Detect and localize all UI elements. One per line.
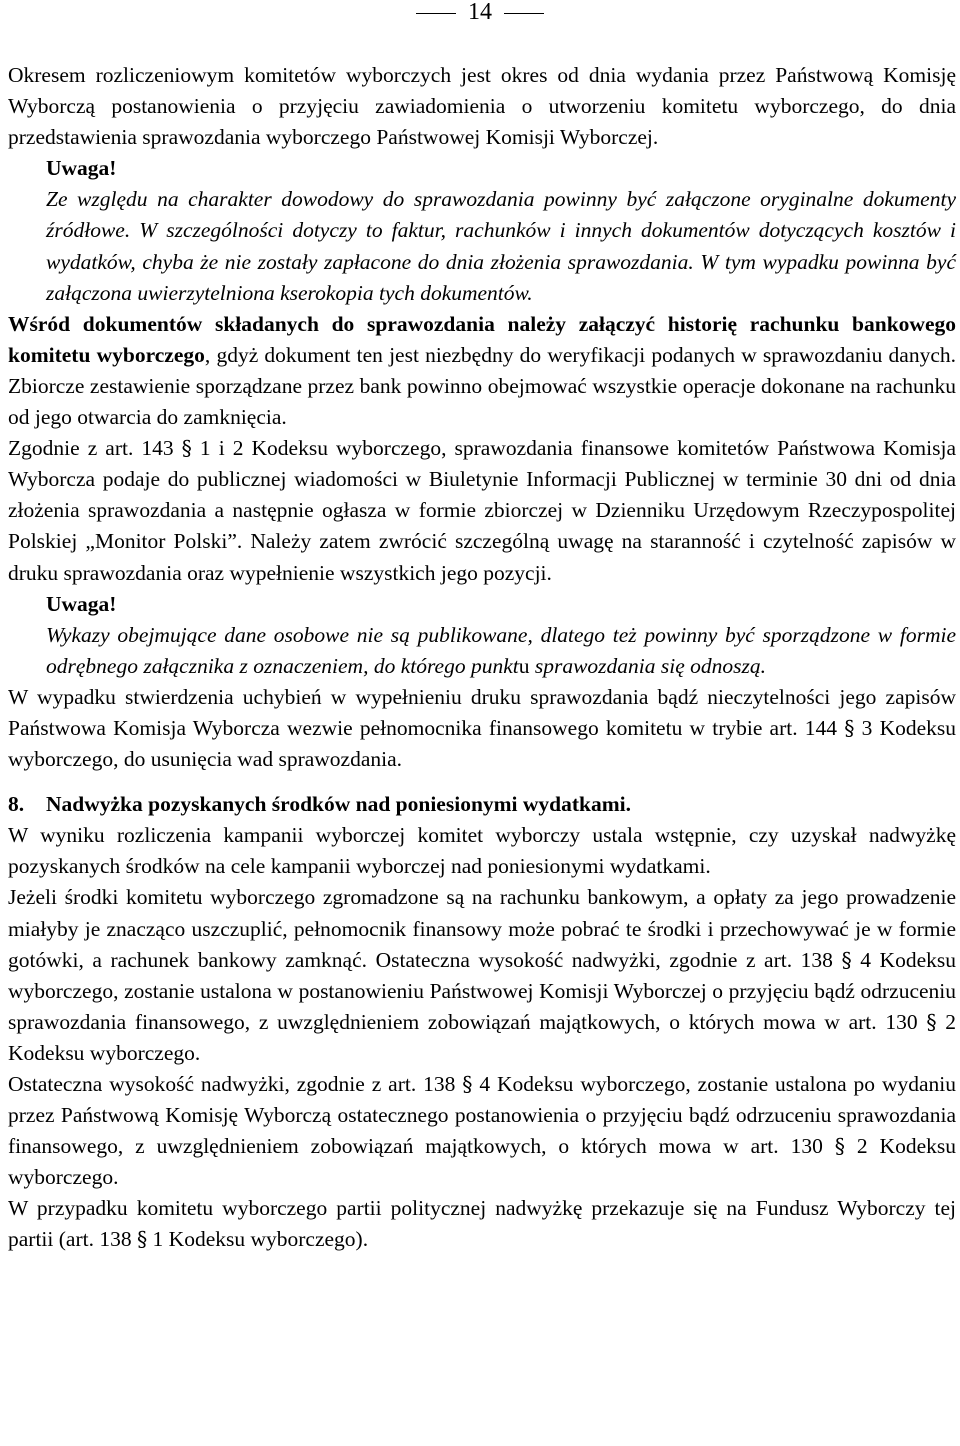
text-run: 4 Kodeksu wyborczego, zostanie ustalona po wydaniu przez Państwową Komisję Wyborczą ostatecznego postanowienia o przyjęciu bądź odrzuceniu sprawozdania finansowego, z uwzględnieniem zobowiązań majątkowych, o których mowa w art. 130 <box>8 1072 956 1159</box>
section-sign: § <box>136 1227 148 1252</box>
section-sign: § <box>844 715 855 740</box>
paragraph-cash-storage <box>8 882 956 1069</box>
section-sign: § <box>462 1072 473 1096</box>
paragraph-final-surplus <box>8 1069 956 1193</box>
page-number <box>0 0 960 24</box>
text-run: 4 Kodeksu wyborczego, zostanie ustalona w postanowieniu Państwowej Komisji Wyborczej o przyjęciu bądź odrzuceniu sprawozdania finansowego, z uwzględnieniem zobowiązań majątkowych, o których mowa w art. 130 <box>8 947 956 1034</box>
page-number-dash-right <box>504 13 544 14</box>
note-heading-2 <box>8 589 956 620</box>
text-run: sprawozdania się odnoszą. <box>529 653 767 678</box>
text-run: Wykazy obejmujące dane osobowe nie są publikowane, dlatego też powinny być sporządzone w formie odrębnego załącznika z oznaczeniem, do którego punkt <box>46 622 956 678</box>
section-heading-8 <box>8 789 956 820</box>
note-original-documents <box>8 184 956 308</box>
text-run: W wypadku stwierdzenia uchybień w wypełnieniu druku sprawozdania bądź nieczytelności jego zapisów Państwowa Komisja Wyborcza wezwie pełnomocnika finansowego komitetu w trybie art. 144 <box>8 684 956 740</box>
bank-history-bold: Wśród dokumentów składanych do sprawozdania należy załączyć historię rachunku bankowego komitetu wyborczego <box>8 311 956 367</box>
text-run: Jeżeli środki komitetu wyborczego zgromadzone są na rachunku bankowym, a opłaty za jego prowadzenie miałyby je znacząco uszczuplić, pełnomocnik finansowy może pobrać te środki i przechowywać je w formie gotówki, a rachunek bankowy zamknąć. Ostateczna wysokość nadwyżki, zgodnie z art. 138 <box>8 885 956 972</box>
note-label-2: Uwaga! <box>46 591 117 616</box>
section-sign: § <box>834 1134 845 1159</box>
paragraph-bank-history <box>8 309 956 433</box>
note-text-a: Ze względu na charakter dowodowy do sprawozdania powinny być załączone oryginalne dokumenty źródłowe. <box>46 187 956 243</box>
paragraph-surplus-initial: W wyniku rozliczenia kampanii wyborczej komitet wyborczy ustala wstępnie, czy uzyskał nadwyżkę pozyskanych środków na cele kampanii wyborczej nad poniesionymi wydatkami. <box>8 823 956 879</box>
text-run: Zgodnie z art. 143 <box>8 436 182 461</box>
bank-history-rest: , gdyż dokument ten jest niezbędny do weryfikacji podanych w sprawozdaniu danych. Zbiorcze zestawienie sporządzane przez bank powinno obejmować wszystkie operacje dokonane na rachunku od jego otwarcia do zamknięcia. <box>8 342 956 430</box>
paragraph-settlement-period: Okresem rozliczeniowym komitetów wyborczych jest okres od dnia wydania przez Państwową Komisję Wyborczą postanowienia o przyjęciu zawiadomienia o utworzeniu komitetu wyborczego, do dnia przedstawienia sprawozdania wyborczego Państwowej Komisji Wyborczej. <box>8 63 956 150</box>
text-run: 1 i 2 Kodeksu wyborczego, sprawozdania finansowe komitetów Państwowa Komisja Wyborcza podaje do publicznej wiadomości w Biuletynie Informacji Publicznej w terminie 30 dni od dnia złożenia sprawozdania a następnie ogłasza w formie zbiorczej w Dzienniku Urzędowym Rzeczypospolitej Polskiej „Monitor Polski”. Należy zatem zwrócić szczególną uwagę na staranność i czytelność zapisów w druku sprawozdania oraz wypełnienie wszystkich jego pozycji. <box>8 436 956 585</box>
note-label: Uwaga! <box>46 156 117 181</box>
text-run: 1 Kodeksu wyborczego). <box>147 1227 369 1252</box>
section-number: 8. <box>8 792 25 817</box>
text-run: 2 Kodeksu wyborczego. <box>8 1134 956 1190</box>
section-sign: § <box>926 1009 937 1034</box>
text-run: 3 Kodeksu wyborczego, do usunięcia wad sprawozdania. <box>8 715 956 772</box>
section-title: Nadwyżka pozyskanych środków nad poniesionymi wydatkami. <box>46 792 632 817</box>
text-run: Ostateczna wysokość nadwyżki, zgodnie z art. 138 <box>8 1072 463 1096</box>
text-run: 2 Kodeksu wyborczego. <box>8 1009 956 1065</box>
page-number-dash-left <box>416 13 456 14</box>
section-sign: § <box>181 436 192 461</box>
section-sign: § <box>841 947 852 972</box>
note-heading <box>8 153 956 184</box>
note-text-b: W szczególności dotyczy to faktur, rachunków i innych dokumentów dotyczących kosztów i wydatków, chyba że nie zostały zapłacone do dnia złożenia sprawozdania. W tym wypadku powinna być załączona uwierzytelniona kserokopia tych dokumentów. <box>46 218 956 305</box>
document-body <box>8 60 956 1256</box>
paragraph-deficiencies <box>8 682 956 775</box>
paragraph-party-fund <box>8 1193 956 1255</box>
page-number-text: 14 <box>468 0 492 25</box>
text-run: W przypadku komitetu wyborczego partii politycznej nadwyżkę przekazuje się na Fundusz Wyborczy tej partii (art. 138 <box>8 1196 956 1252</box>
note-personal-data <box>8 620 956 682</box>
text-run: u <box>518 653 530 678</box>
paragraph-publication <box>8 433 956 588</box>
